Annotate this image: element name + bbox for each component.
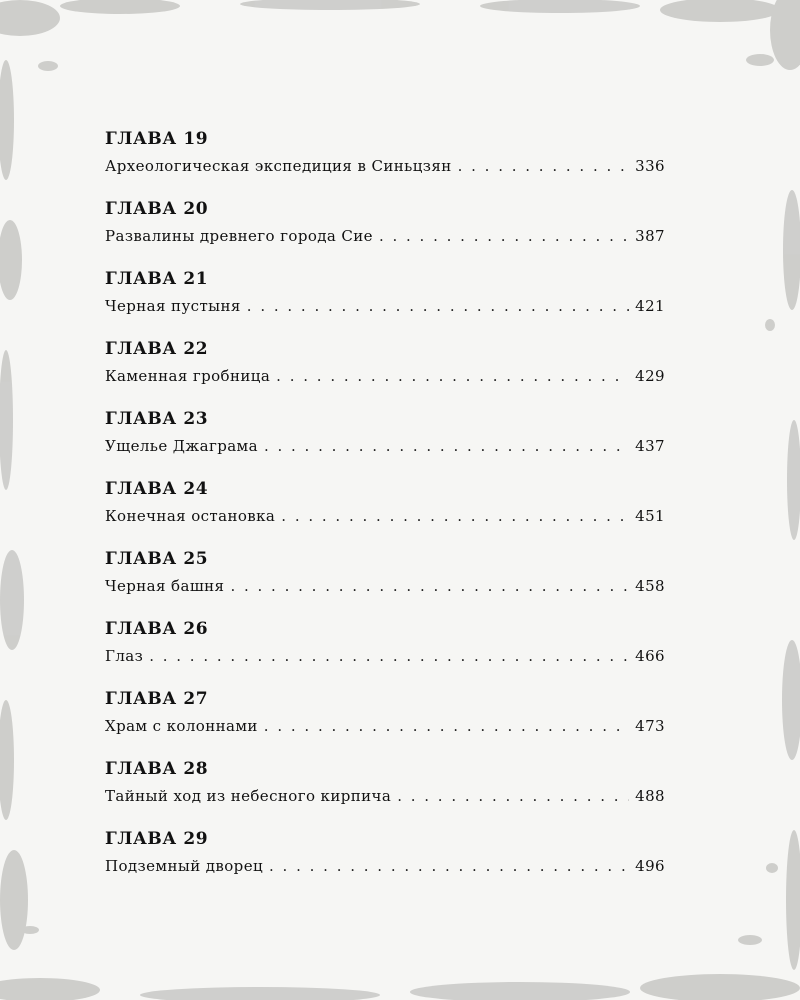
chapter-heading: ГЛАВА 21: [105, 269, 209, 289]
toc-chapter-25: [105, 548, 665, 618]
dot-leader: [264, 436, 629, 456]
page-number: 496: [635, 857, 665, 875]
chapter-title: Черная пустыня: [105, 297, 241, 315]
toc-entry[interactable]: [105, 646, 665, 666]
toc-chapter-19: [105, 128, 665, 198]
chapter-heading: ГЛАВА 28: [105, 759, 209, 779]
dot-leader: [458, 156, 630, 176]
dot-leader: [397, 786, 629, 806]
page-number: 466: [635, 647, 665, 665]
chapter-heading: ГЛАВА 23: [105, 409, 209, 429]
toc-entry[interactable]: [105, 576, 665, 596]
chapter-title: Тайный ход из небесного кирпича: [105, 787, 392, 805]
page-number: 473: [635, 717, 665, 735]
chapter-heading: ГЛАВА 19: [105, 129, 209, 149]
dot-leader: [230, 576, 629, 596]
page-number: 429: [635, 367, 665, 385]
dot-leader: [276, 366, 629, 386]
dot-leader: [379, 226, 629, 246]
chapter-title: Конечная остановка: [105, 507, 276, 525]
page-number: 437: [635, 437, 665, 455]
toc-chapter-28: [105, 758, 665, 828]
dot-leader: [247, 296, 629, 316]
chapter-title: Черная башня: [105, 577, 225, 595]
chapter-title: Каменная гробница: [105, 367, 271, 385]
page-number: 336: [635, 157, 665, 175]
chapter-heading: ГЛАВА 26: [105, 619, 209, 639]
chapter-heading: ГЛАВА 27: [105, 689, 209, 709]
chapter-heading: ГЛАВА 25: [105, 549, 209, 569]
chapter-title: Археологическая экспедиция в Синьцзян: [105, 157, 452, 175]
page-number: 421: [635, 297, 665, 315]
toc-chapter-26: [105, 618, 665, 688]
chapter-title: Ущелье Джаграма: [105, 437, 258, 455]
dot-leader: [281, 506, 629, 526]
toc-entry[interactable]: [105, 226, 665, 246]
toc-chapter-27: [105, 688, 665, 758]
toc-entry[interactable]: [105, 156, 665, 176]
table-of-contents: [105, 128, 665, 898]
chapter-heading: ГЛАВА 29: [105, 829, 209, 849]
dot-leader: [269, 856, 629, 876]
toc-entry[interactable]: [105, 436, 665, 456]
dot-leader: [149, 646, 629, 666]
chapter-title: Глаз: [105, 647, 144, 665]
toc-chapter-21: [105, 268, 665, 338]
toc-chapter-23: [105, 408, 665, 478]
page-number: 451: [635, 507, 665, 525]
chapter-title: Храм с колоннами: [105, 717, 258, 735]
chapter-heading: ГЛАВА 20: [105, 199, 209, 219]
toc-chapter-29: [105, 828, 665, 898]
toc-entry[interactable]: [105, 786, 665, 806]
toc-chapter-24: [105, 478, 665, 548]
dot-leader: [264, 716, 629, 736]
page-number: 387: [635, 227, 665, 245]
chapter-title: Подземный дворец: [105, 857, 264, 875]
page-number: 458: [635, 577, 665, 595]
toc-entry[interactable]: [105, 716, 665, 736]
toc-entry[interactable]: [105, 506, 665, 526]
toc-entry[interactable]: [105, 856, 665, 876]
chapter-heading: ГЛАВА 24: [105, 479, 209, 499]
chapter-title: Развалины древнего города Сие: [105, 227, 373, 245]
toc-chapter-22: [105, 338, 665, 408]
toc-chapter-20: [105, 198, 665, 268]
toc-entry[interactable]: [105, 296, 665, 316]
toc-entry[interactable]: [105, 366, 665, 386]
page-number: 488: [635, 787, 665, 805]
chapter-heading: ГЛАВА 22: [105, 339, 209, 359]
